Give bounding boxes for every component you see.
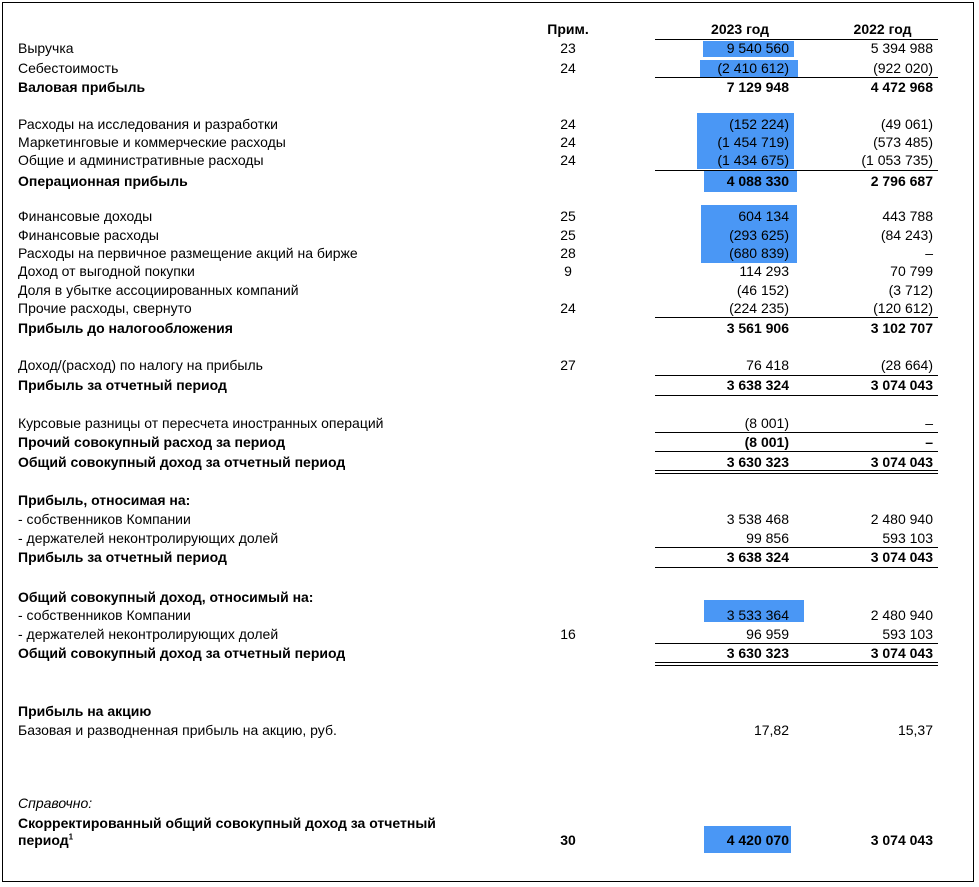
value-2023: 99 856 [746,530,789,546]
table-row [18,208,948,225]
value-2023: 3 638 324 [726,377,789,393]
row-label: Операционная прибыль [18,173,188,189]
row-label: Доход от выгодной покупки [18,263,195,279]
row-note: 23 [560,40,576,56]
row-label: Расходы на первичное размещение акций на бирже [18,245,358,261]
row-label: Общие и административные расходы [18,152,264,168]
footnote-mark: 1 [68,832,74,842]
value-2022: 3 074 043 [870,645,933,661]
table-row [18,626,948,643]
value-2023: (224 235) [729,300,789,316]
value-2022: (573 485) [873,134,933,150]
row-label: Прибыль на акцию [18,703,152,719]
table-row [18,263,948,280]
value-2022: 2 480 940 [870,607,933,623]
value-2023: 4 088 330 [726,173,789,189]
total-rule [655,395,938,396]
row-note: 25 [560,208,576,224]
value-2023: (1 434 675) [717,152,789,168]
value-2022: 3 074 043 [870,454,933,470]
value-2022: 593 103 [882,530,933,546]
double-rule [655,665,938,666]
header-2023: 2023 год [711,21,769,37]
table-row [18,703,948,720]
table-row [18,434,948,451]
table-row [18,245,948,262]
table-row [18,607,948,624]
row-label: Прибыль за отчетный период [18,549,227,565]
table-row [18,377,948,394]
value-2022: 443 788 [882,208,933,224]
table-row [18,79,948,96]
row-note: 30 [560,832,576,848]
subtotal-rule [655,170,938,171]
value-2023: (293 625) [729,227,789,243]
value-2022: – [925,415,933,431]
double-rule [655,470,938,471]
value-2022: 3 074 043 [870,549,933,565]
row-note: 24 [560,60,576,76]
value-2023: (2 410 612) [717,60,789,76]
value-2023: 3 630 323 [726,454,789,470]
row-label: Финансовые доходы [18,208,153,224]
value-2022: 5 394 988 [870,40,933,56]
row-note: 24 [560,116,576,132]
value-2023: 3 638 324 [726,549,789,565]
table-row [18,152,948,169]
row-note: 25 [560,227,576,243]
subtotal-rule [655,317,938,318]
row-label: Прибыль за отчетный период [18,377,227,393]
value-2023: 96 959 [746,626,789,642]
value-2022: 3 102 707 [870,320,933,336]
table-row [18,227,948,244]
value-2023: (680 839) [729,245,789,261]
value-2023: 76 418 [746,357,789,373]
table-row [18,645,948,662]
table-row [18,722,948,739]
header-2022: 2022 год [853,21,912,37]
row-label: - собственников Компании [18,511,191,527]
row-label: Общий совокупный доход, относимый на: [18,589,314,605]
table-row [18,282,948,299]
value-2023: (152 224) [729,116,789,132]
table-row [18,173,948,190]
value-2022: 3 074 043 [870,377,933,393]
row-label: Общий совокупный доход за отчетный период [18,645,346,661]
row-note: 24 [560,300,576,316]
value-2023: 114 293 [739,263,789,279]
row-label: Справочно: [18,795,93,811]
row-label: Себестоимость [18,60,119,76]
reference-heading [18,795,948,812]
value-2023: 3 533 364 [726,607,789,623]
value-2023: (46 152) [736,282,789,298]
row-label: Базовая и разводненная прибыль на акцию, руб. [18,722,337,738]
row-label: Скорректированный общий совокупный доход за отчетный [18,815,436,831]
subtotal-rule [655,451,938,452]
value-2022: 2 480 940 [870,511,933,527]
value-2023: 17,82 [753,722,789,738]
row-note: 28 [560,245,576,261]
table-row [18,60,948,77]
value-2023: 9 540 560 [726,40,789,56]
row-text: период [18,832,69,848]
value-2023: 4 420 070 [726,832,789,848]
row-label: Прибыль, относимая на: [18,492,191,508]
subtotal-rule [655,643,938,644]
row-note: 24 [560,152,576,168]
row-note: 16 [560,626,576,642]
subtotal-rule [655,375,938,376]
table-row [18,320,948,337]
row-label: Доля в убытке ассоциированных компаний [18,282,299,298]
table-row [18,134,948,151]
value-2023: 3 561 906 [726,320,789,336]
table-row [18,116,948,133]
row-label: Расходы на исследования и разработки [18,116,278,132]
value-2022: 15,37 [897,722,933,738]
value-2022: 70 799 [890,263,933,279]
value-2022: 2 796 687 [870,173,933,189]
value-2022: (922 020) [873,60,933,76]
value-2022: – [925,245,933,261]
row-label: Общий совокупный доход за отчетный период [18,454,346,470]
value-2022: – [925,434,933,450]
double-rule [655,662,938,663]
total-rule [655,567,938,568]
row-note: 24 [560,134,576,150]
value-2022: 3 074 043 [870,832,933,848]
header-note: Прим. [547,21,589,37]
value-2023: 3 538 468 [726,511,789,527]
table-row [18,511,948,528]
row-label: Доход/(расход) по налогу на прибыль [18,357,263,373]
table-row [18,454,948,471]
value-2022: (1 053 735) [861,152,933,168]
row-label: Маркетинговые и коммерческие расходы [18,134,286,150]
row-label: - держателей неконтролирующих долей [18,530,279,546]
row-label: Курсовые разницы от пересчета иностранных операций [18,415,384,431]
row-label: Прочий совокупный расход за период [18,434,286,450]
table-row [18,357,948,374]
row-note: 27 [560,357,576,373]
value-2022: (3 712) [888,282,933,298]
value-2022: (49 061) [880,116,933,132]
subtotal-rule [655,432,938,433]
row-label: - собственников Компании [18,607,191,623]
value-2022: (28 664) [880,357,933,373]
value-2023: (8 001) [744,434,789,450]
row-label: Выручка [18,40,74,56]
value-2023: (1 454 719) [717,134,789,150]
value-2022: 593 103 [882,626,933,642]
value-2023: (8 001) [744,415,789,431]
column-header-row [18,21,948,38]
table-row [18,589,948,606]
row-label: Прибыль до налогообложения [18,320,233,336]
value-2022: 4 472 968 [870,79,933,95]
table-row [18,549,948,566]
table-row [18,530,948,547]
table-row [18,40,948,57]
row-label [18,832,73,849]
row-label: - держателей неконтролирующих долей [18,626,279,642]
table-row [18,415,948,432]
value-2022: (120 612) [873,300,933,316]
row-label: Финансовые расходы [18,227,159,243]
reference-row [18,832,948,849]
value-2023: 3 630 323 [726,645,789,661]
row-note: 9 [564,263,572,279]
row-label: Прочие расходы, свернуто [18,300,192,316]
value-2023: 604 134 [738,208,789,224]
row-label: Валовая прибыль [18,79,146,95]
value-2022: (84 243) [880,227,933,243]
double-rule [655,473,938,474]
subtotal-rule [655,547,938,548]
table-row [18,492,948,509]
subtotal-rule [655,77,938,78]
table-row [18,300,948,317]
value-2023: 7 129 948 [726,79,789,95]
reference-row-line1 [18,815,948,832]
